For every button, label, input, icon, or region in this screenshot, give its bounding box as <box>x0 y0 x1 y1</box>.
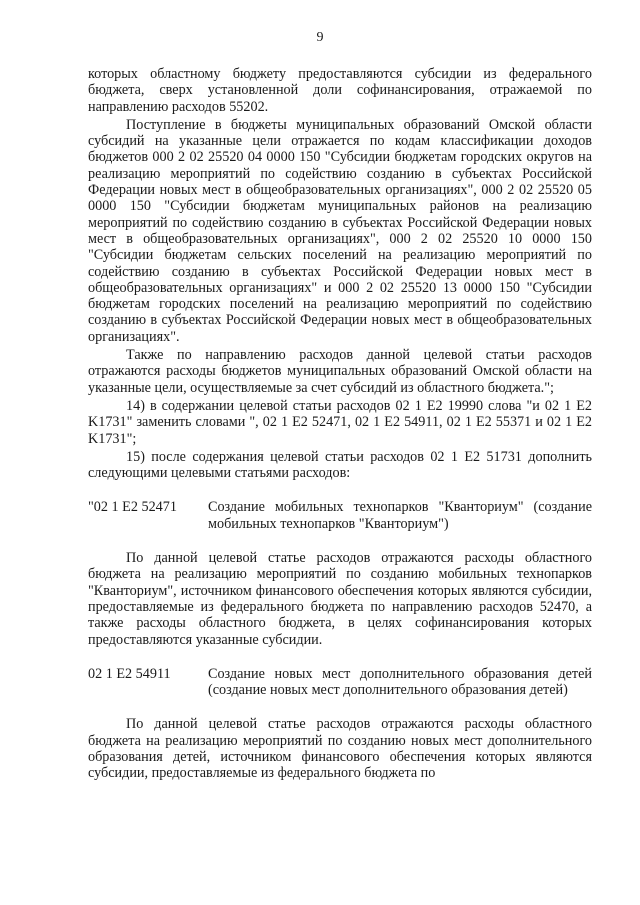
document-body <box>88 66 592 784</box>
paragraph-item-14: 14) в содержании целевой статьи расходов 02 1 E2 19990 слова "и 02 1 E2 K1731" заменить словами ", 02 1 E2 52471, 02 1 E2 54911, 02 1 E2 55371 и 02 1 E2 K1731"; <box>88 397 592 447</box>
paragraph-article-description: По данной целевой статье расходов отражаются расходы областного бюджета на реализацию мероприятий по созданию новых мест дополнительного образования детей, источником финансового обеспечения которых являются субсидии, предоставляемые из федерального бюджета по <box>88 716 592 782</box>
budget-article-title: Создание новых мест дополнительного образования детей (создание новых мест дополнительного образования детей) <box>208 665 592 699</box>
page-number: 9 <box>316 30 324 45</box>
budget-article-entry <box>88 499 592 532</box>
paragraph-continuation: которых областному бюджету предоставляются субсидии из федерального бюджета, сверх установленной доли софинансирования, отражаемой по направлению расходов 55202. <box>88 66 592 115</box>
budget-article-code: 02 1 E2 54911 <box>88 665 171 682</box>
budget-article-code: "02 1 E2 52471 <box>88 499 177 516</box>
budget-article-title: Создание мобильных технопарков "Кванториум" (создание мобильных технопарков "Кванториум") <box>208 499 592 532</box>
paragraph-income-codes: Поступление в бюджеты муниципальных образований Омской области субсидий на указанные цели отражается по кодам классификации доходов бюджетов 000 2 02 25520 04 0000 150 "Субсидии бюджетам городских округов на реализацию мероприятий по содействию созданию в субъектах Российской Федерации новых мест в общеобразовательных организациях", 000 2 02 25520 05 0000 150 "Субсидии бюджетам муниципальных районов на реализацию мероприятий по содействию созданию в субъектах Российской Федерации новых мест в общеобразовательных организациях", 000 2 02 25520 10 0000 150 "Субсидии бюджетам сельских поселений на реализацию мероприятий по содействию созданию в субъектах Российской Федерации новых мест в общеобразовательных организациях" и 000 2 02 25520 13 0000 150 "Субсидии бюджетам городских поселений на реализацию мероприятий по содействию созданию в субъектах Российской Федерации новых мест в общеобразовательных организациях". <box>88 116 592 345</box>
paragraph-article-description: По данной целевой статье расходов отражаются расходы областного бюджета на реализацию мероприятий по созданию мобильных технопарков "Кванториум", источником финансового обеспечения которых являются субсидии, предоставляемые из федерального бюджета по направлению расходов 52470, а также расходы областного бюджета, в целях софинансирования которых предоставляются указанные субсидии. <box>88 550 592 648</box>
budget-article-entry <box>88 666 592 699</box>
paragraph-municipal-expenses: Также по направлению расходов данной целевой статьи расходов отражаются расходы бюджетов муниципальных образований Омской области на указанные цели, осуществляемые за счет субсидий из областного бюджета."; <box>88 347 592 396</box>
paragraph-item-15: 15) после содержания целевой статьи расходов 02 1 E2 51731 дополнить следующими целевыми статьями расходов: <box>88 448 592 482</box>
